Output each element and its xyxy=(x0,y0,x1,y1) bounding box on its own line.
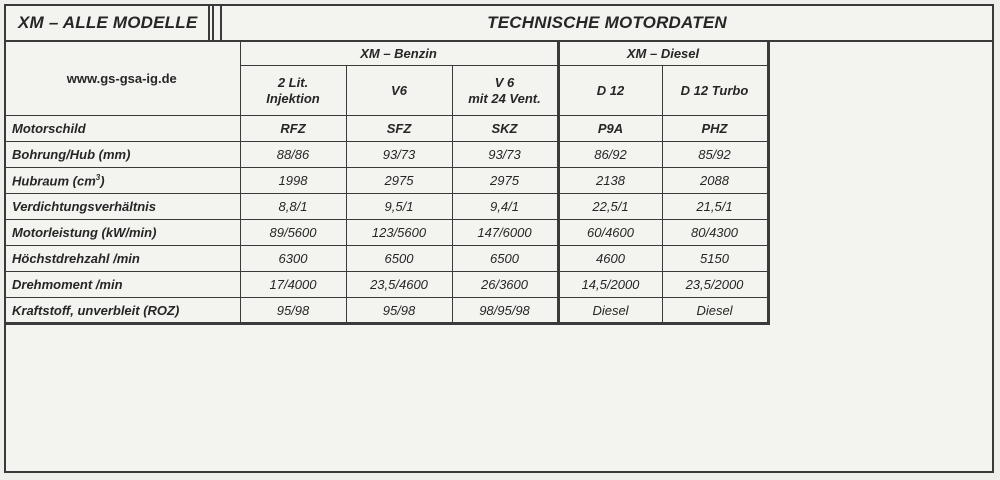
table-cell: 9,4/1 xyxy=(452,194,558,220)
group-benzin: XM – Benzin xyxy=(240,41,558,66)
table-cell: 98/95/98 xyxy=(452,298,558,324)
table-cell: 89/5600 xyxy=(240,220,346,246)
row-label-text: Höchstdrehzahl /min xyxy=(12,251,140,266)
table-cell: 17/4000 xyxy=(240,272,346,298)
table-cell: 93/73 xyxy=(452,142,558,168)
table-cell: 23,5/2000 xyxy=(662,272,768,298)
row-label-text: Kraftstoff, unverbleit (ROZ) xyxy=(12,302,180,318)
table-cell: 2975 xyxy=(452,168,558,194)
table-cell: 6500 xyxy=(346,246,452,272)
table-cell: 4600 xyxy=(558,246,662,272)
table-cell: 2138 xyxy=(558,168,662,194)
table-cell: 88/86 xyxy=(240,142,346,168)
row-label xyxy=(4,246,240,272)
table-cell: 95/98 xyxy=(346,298,452,324)
table-cell: 93/73 xyxy=(346,142,452,168)
table-row xyxy=(4,298,768,324)
table-cell: 123/5600 xyxy=(346,220,452,246)
table-cell: 9,5/1 xyxy=(346,194,452,220)
col-header-v6-24v: V 6 mit 24 Vent. xyxy=(452,66,558,116)
table-cell: 1998 xyxy=(240,168,346,194)
table-cell: 6300 xyxy=(240,246,346,272)
group-diesel: XM – Diesel xyxy=(558,41,768,66)
table-cell: Diesel xyxy=(558,298,662,324)
table-cell: Diesel xyxy=(662,298,768,324)
col-header-v6: V6 xyxy=(346,66,452,116)
col-header-d12: D 12 xyxy=(558,66,662,116)
table-cell: 6500 xyxy=(452,246,558,272)
model-title: XM – ALLE MODELLE xyxy=(6,6,214,40)
row-label xyxy=(4,116,240,142)
table-cell: P9A xyxy=(558,116,662,142)
website-label: www.gs-gsa-ig.de xyxy=(4,41,240,116)
row-label xyxy=(4,272,240,298)
table-cell: SKZ xyxy=(452,116,558,142)
table-cell: 22,5/1 xyxy=(558,194,662,220)
table-cell: 95/98 xyxy=(240,298,346,324)
table-cell: 21,5/1 xyxy=(662,194,768,220)
engine-data-table xyxy=(4,40,770,325)
table-cell: 23,5/4600 xyxy=(346,272,452,298)
sheet-header xyxy=(6,6,992,42)
group-header-row xyxy=(4,41,768,66)
table-cell: 80/4300 xyxy=(662,220,768,246)
table-row xyxy=(4,272,768,298)
table-cell: 5150 xyxy=(662,246,768,272)
row-label xyxy=(4,298,240,324)
row-label-text: Verdichtungsverhältnis xyxy=(12,199,156,214)
table-cell: 26/3600 xyxy=(452,272,558,298)
row-label xyxy=(4,194,240,220)
spec-sheet xyxy=(4,4,994,473)
table-cell: 147/6000 xyxy=(452,220,558,246)
row-label-text: Motorschild xyxy=(12,121,86,136)
row-label xyxy=(4,142,240,168)
row-label xyxy=(4,168,240,194)
row-label-suffix: ) xyxy=(100,173,105,189)
row-label-text: Motorleistung (kW/min) xyxy=(12,225,157,240)
row-label-text: Bohrung/Hub (mm) xyxy=(12,147,131,162)
table-cell: 8,8/1 xyxy=(240,194,346,220)
table-cell: 86/92 xyxy=(558,142,662,168)
row-label-text: Hubraum (cm xyxy=(12,173,96,189)
table-cell: 60/4600 xyxy=(558,220,662,246)
table-cell: 2088 xyxy=(662,168,768,194)
table-cell: 2975 xyxy=(346,168,452,194)
table-cell: PHZ xyxy=(662,116,768,142)
table-row xyxy=(4,116,768,142)
row-label-text: Drehmoment /min xyxy=(12,277,123,292)
table-cell: SFZ xyxy=(346,116,452,142)
table-row xyxy=(4,220,768,246)
table-cell: 85/92 xyxy=(662,142,768,168)
table-row xyxy=(4,194,768,220)
row-label-superscript: 3 xyxy=(95,172,101,182)
table-cell: RFZ xyxy=(240,116,346,142)
table-row xyxy=(4,246,768,272)
col-header-2lit: 2 Lit. Injektion xyxy=(240,66,346,116)
sheet-title: TECHNISCHE MOTORDATEN xyxy=(220,6,992,40)
row-label xyxy=(4,220,240,246)
table-cell: 14,5/2000 xyxy=(558,272,662,298)
table-row xyxy=(4,142,768,168)
table-row xyxy=(4,168,768,194)
col-header-d12-turbo: D 12 Turbo xyxy=(662,66,768,116)
